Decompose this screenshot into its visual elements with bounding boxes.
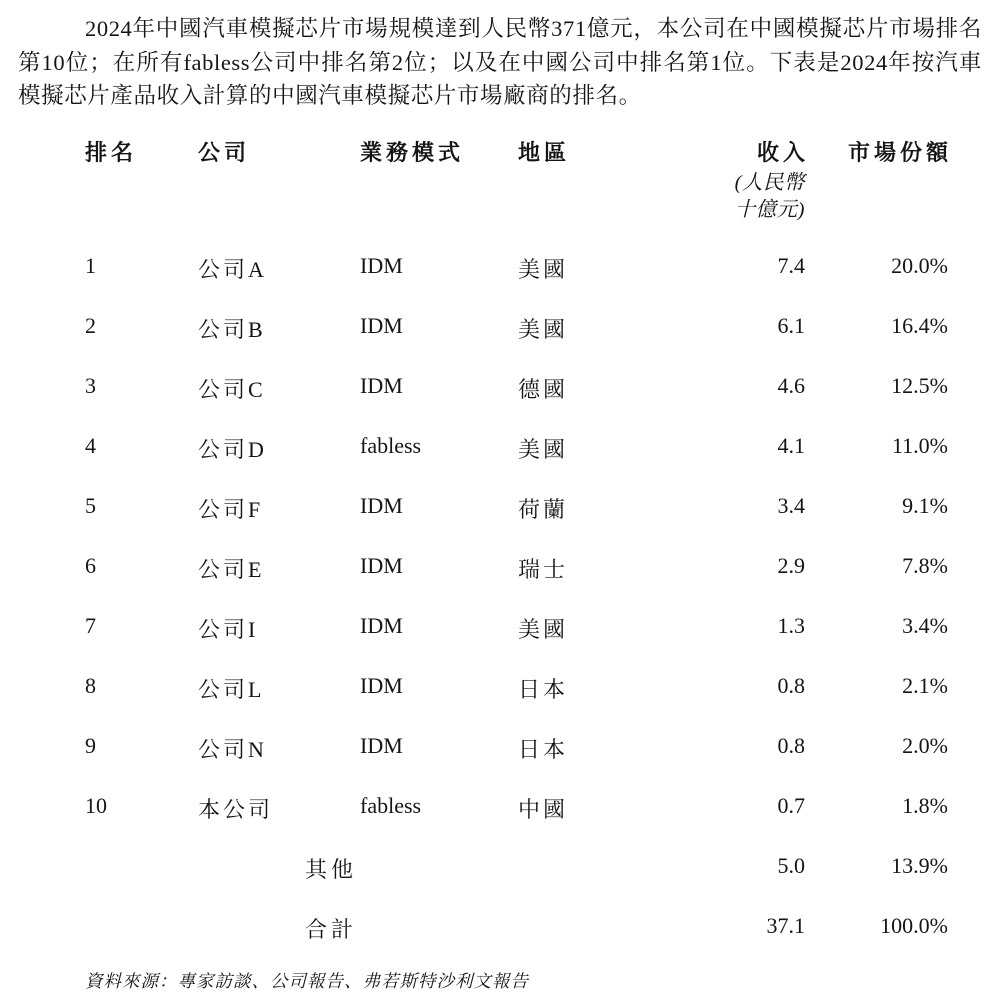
revenue-cell: 7.4 bbox=[777, 253, 805, 278]
table-row bbox=[85, 433, 948, 493]
company-cell: 公司I bbox=[198, 617, 259, 642]
company-cell: 公司E bbox=[198, 557, 265, 582]
company-cell: 公司D bbox=[198, 437, 267, 462]
rank-cell: 5 bbox=[85, 493, 96, 518]
others-row bbox=[85, 853, 948, 913]
share-cell: 3.4% bbox=[902, 613, 948, 638]
model-cell: IDM bbox=[360, 733, 403, 758]
source-note: 資料來源：專家訪談、公司報告、弗若斯特沙利文報告 bbox=[85, 971, 529, 991]
revenue-cell: 5.0 bbox=[777, 853, 805, 878]
table-row bbox=[85, 553, 948, 613]
region-cell: 美國 bbox=[518, 257, 569, 282]
rank-cell: 7 bbox=[85, 613, 96, 638]
share-cell: 2.0% bbox=[902, 733, 948, 758]
region-cell: 日本 bbox=[518, 677, 569, 702]
rank-cell: 10 bbox=[85, 793, 107, 818]
model-cell: IDM bbox=[360, 373, 403, 398]
revenue-cell: 4.1 bbox=[777, 433, 805, 458]
company-cell: 公司B bbox=[198, 317, 266, 342]
others-label: 其他 bbox=[305, 857, 358, 882]
table-row bbox=[85, 313, 948, 373]
revenue-cell: 1.3 bbox=[777, 613, 805, 638]
header-company: 公司 bbox=[198, 140, 251, 165]
revenue-cell: 6.1 bbox=[777, 313, 805, 338]
rank-cell: 9 bbox=[85, 733, 96, 758]
region-cell: 荷蘭 bbox=[518, 497, 569, 522]
revenue-cell: 4.6 bbox=[777, 373, 805, 398]
share-cell: 1.8% bbox=[902, 793, 948, 818]
share-cell: 13.9% bbox=[891, 853, 948, 878]
market-ranking-table bbox=[85, 136, 952, 973]
table-row bbox=[85, 733, 948, 793]
region-cell: 美國 bbox=[518, 317, 569, 342]
model-cell: IDM bbox=[360, 313, 403, 338]
intro-paragraph: 2024年中國汽車模擬芯片市場規模達到人民幣371億元，本公司在中國模擬芯片市場排名第10位；在所有fabless公司中排名第2位；以及在中國公司中排名第1位。下表是2024年按汽車模擬芯片產品收入計算的中國汽車模擬芯片市場廠商的排名。 bbox=[18, 16, 982, 108]
table-header-row bbox=[85, 136, 952, 253]
revenue-cell: 2.9 bbox=[777, 553, 805, 578]
share-cell: 12.5% bbox=[891, 373, 948, 398]
model-cell: fabless bbox=[360, 433, 422, 458]
rank-cell: 1 bbox=[85, 253, 96, 278]
share-cell: 16.4% bbox=[891, 313, 948, 338]
share-cell: 100.0% bbox=[880, 913, 948, 938]
region-cell: 美國 bbox=[518, 437, 569, 462]
company-cell: 本公司 bbox=[198, 797, 274, 822]
share-cell: 20.0% bbox=[891, 253, 948, 278]
table-row bbox=[85, 253, 948, 313]
total-label: 合計 bbox=[305, 917, 358, 942]
rank-cell: 2 bbox=[85, 313, 96, 338]
company-cell: 公司N bbox=[198, 737, 267, 762]
table-row bbox=[85, 493, 948, 553]
rank-cell: 4 bbox=[85, 433, 96, 458]
revenue-cell: 0.8 bbox=[777, 733, 805, 758]
model-cell: IDM bbox=[360, 253, 403, 278]
rank-cell: 8 bbox=[85, 673, 96, 698]
model-cell: IDM bbox=[360, 553, 403, 578]
company-cell: 公司L bbox=[198, 677, 265, 702]
model-cell: IDM bbox=[360, 493, 403, 518]
region-cell: 中國 bbox=[518, 797, 569, 822]
revenue-cell: 37.1 bbox=[766, 913, 805, 938]
share-cell: 7.8% bbox=[902, 553, 948, 578]
revenue-cell: 3.4 bbox=[777, 493, 805, 518]
total-row bbox=[85, 913, 948, 973]
header-region: 地區 bbox=[518, 140, 571, 165]
model-cell: IDM bbox=[360, 673, 403, 698]
model-cell: fabless bbox=[360, 793, 422, 818]
header-rank: 排名 bbox=[85, 140, 138, 165]
header-business-model: 業務模式 bbox=[360, 140, 465, 165]
header-revenue: 收入 (人民幣 十億元) bbox=[650, 136, 805, 253]
company-cell: 公司F bbox=[198, 497, 264, 522]
region-cell: 日本 bbox=[518, 737, 569, 762]
share-cell: 11.0% bbox=[891, 433, 948, 458]
table-row bbox=[85, 793, 948, 853]
revenue-unit-note: (人民幣 十億元) bbox=[734, 172, 805, 221]
header-market-share: 市場份額 bbox=[847, 140, 952, 165]
region-cell: 美國 bbox=[518, 617, 569, 642]
region-cell: 德國 bbox=[518, 377, 569, 402]
table-row bbox=[85, 373, 948, 433]
region-cell: 瑞士 bbox=[518, 557, 569, 582]
revenue-cell: 0.8 bbox=[777, 673, 805, 698]
model-cell: IDM bbox=[360, 613, 403, 638]
company-cell: 公司C bbox=[198, 377, 266, 402]
rank-cell: 3 bbox=[85, 373, 96, 398]
table-row bbox=[85, 613, 948, 673]
table-row bbox=[85, 673, 948, 733]
share-cell: 9.1% bbox=[902, 493, 948, 518]
revenue-cell: 0.7 bbox=[777, 793, 805, 818]
company-cell: 公司A bbox=[198, 257, 267, 282]
rank-cell: 6 bbox=[85, 553, 96, 578]
share-cell: 2.1% bbox=[902, 673, 948, 698]
